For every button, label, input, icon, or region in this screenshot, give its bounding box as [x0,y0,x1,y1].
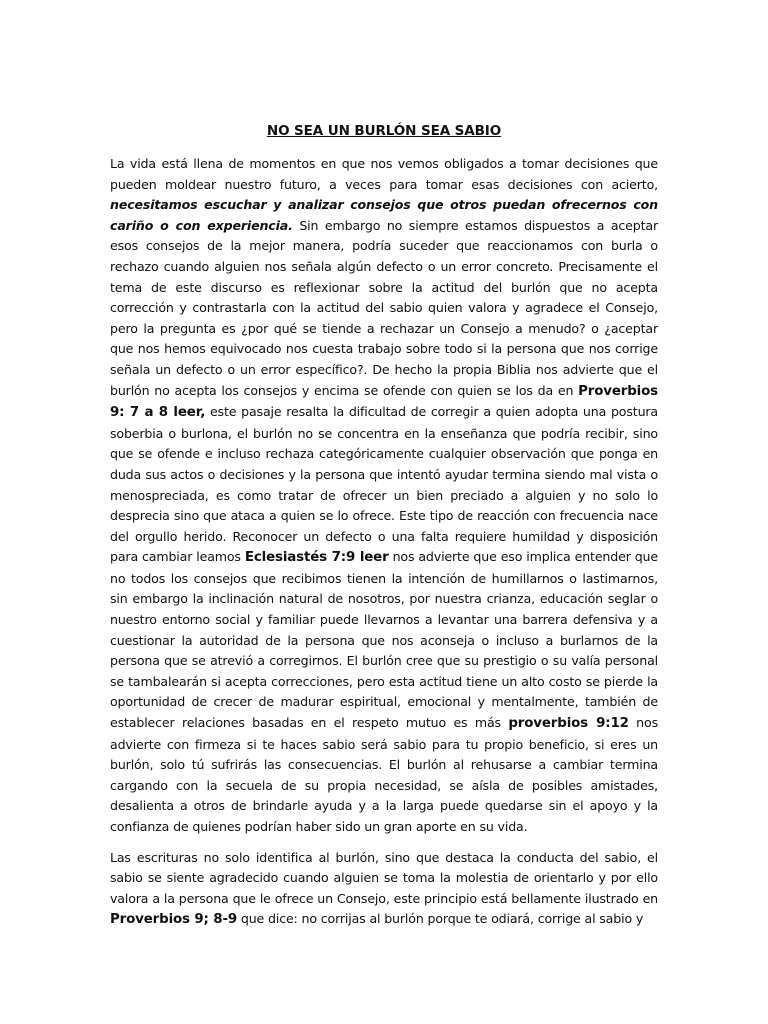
paragraph-2 [110,848,658,931]
bible-reference-proverbios-9-8-9: Proverbios 9; 8-9 [110,912,238,928]
paragraph-1-text-1: La vida está llena de momentos en que nos vemos obligados a tomar decisiones que pueden moldear nuestro futuro, a veces para tomar esas decisiones con acierto, [110,156,658,192]
paragraph-2-text-2: que dice: no corrijas al burlón porque te odiará, corrige al sabio y [237,911,644,927]
bible-reference-eclesiastes-7-9: Eclesiastés 7:9 leer [244,550,389,566]
paragraph-1 [110,154,658,838]
paragraph-1-text-4: nos advierte que eso implica entender que no todos los consejos que recibimos tienen la intención de humillarnos o lastimarnos, sin embargo la inclinación natural de nosotros, por nuestra crianza, educación seglar o nuestro entorno social y familiar puede llevarnos a levantar una barrera defensiva y a cuestionar la autoridad de la persona que nos aconseja o incluso a burlarnos de la persona que se atrevió a corregirnos. El burlón cree que su prestigio o su valía personal se tambalearán si acepta correcciones, pero esta actitud tiene un alto costo se pierde la oportunidad de crecer de madurar espiritual, emocional y mentalmente, también de establecer relaciones basadas en el respeto mutuo es más [110,549,658,731]
paragraph-1-text-5: nos advierte con firmeza si te haces sabio será sabio para tu propio beneficio, si eres un burlón, solo tú sufrirás las consecuencias. El burlón al rehusarse a cambiar termina cargando con la secuela de su propia necesidad, se aísla de posibles amistades, desalienta a otros de brindarle ayuda y a la larga puede quedarse sin el apoyo y la confianza de quienes podrían haber sido un gran aporte en su vida. [110,715,658,834]
bible-reference-proverbios-9-7-8: Proverbios 9: 7 a 8 leer, [110,383,658,421]
paragraph-1-text-2: Sin embargo no siempre estamos dispuestos a aceptar esos consejos de la mejor manera, podría suceder que reaccionamos con burla o rechazo cuando alguien nos señala algún defecto o un error concreto. Precisamente el tema de este discurso es reflexionar sobre la actitud del burlón que no acepta corrección y contrastarla con la actitud del sabio quien valora y agradece el Consejo, pero la pregunta es ¿por qué se tiende a rechazar un Consejo a menudo? o ¿aceptar que nos hemos equivocado nos cuesta trabajo sobre todo si la persona que nos corrige señala un defecto o un error específico?. De hecho la propia Biblia nos advierte que el burlón no acepta los consejos y encima se ofende con quien se los da en [110,217,659,398]
paragraph-1-emphasis: necesitamos escuchar y analizar consejos que otros puedan ofrecernos con cariño o con experiencia. [110,197,658,233]
paragraph-2-text-1: Las escrituras no solo identifica al burlón, sino que destaca la conducta del sabio, el sabio se siente agradecido cuando alguien se toma la molestia de orientarlo y por ello valora a la persona que le ofrece un Consejo, este principio está bellamente ilustrado en [110,849,658,906]
bible-reference-proverbios-9-12: proverbios 9:12 [508,716,629,732]
document-page [110,122,658,941]
document-title: NO SEA UN BURLÓN SEA SABIO [266,123,502,139]
paragraph-1-text-3: este pasaje resalta la dificultad de corregir a quien adopta una postura soberbia o burlona, el burlón no se concentra en la enseñanza que podría recibir, sino que se ofende e incluso rechaza categóricamente cualquier observación que ponga en duda sus actos o decisiones y la persona que intentó ayudar termina siendo mal vista o menospreciada, es como tratar de ofrecer un bien preciado a alguien y no solo lo desprecia sino que ataca a quien se lo ofrece. Este tipo de reacción con frecuencia nace del orgullo herido. Reconocer un defecto o una falta requiere humildad y disposición para cambiar leamos [110,404,658,565]
